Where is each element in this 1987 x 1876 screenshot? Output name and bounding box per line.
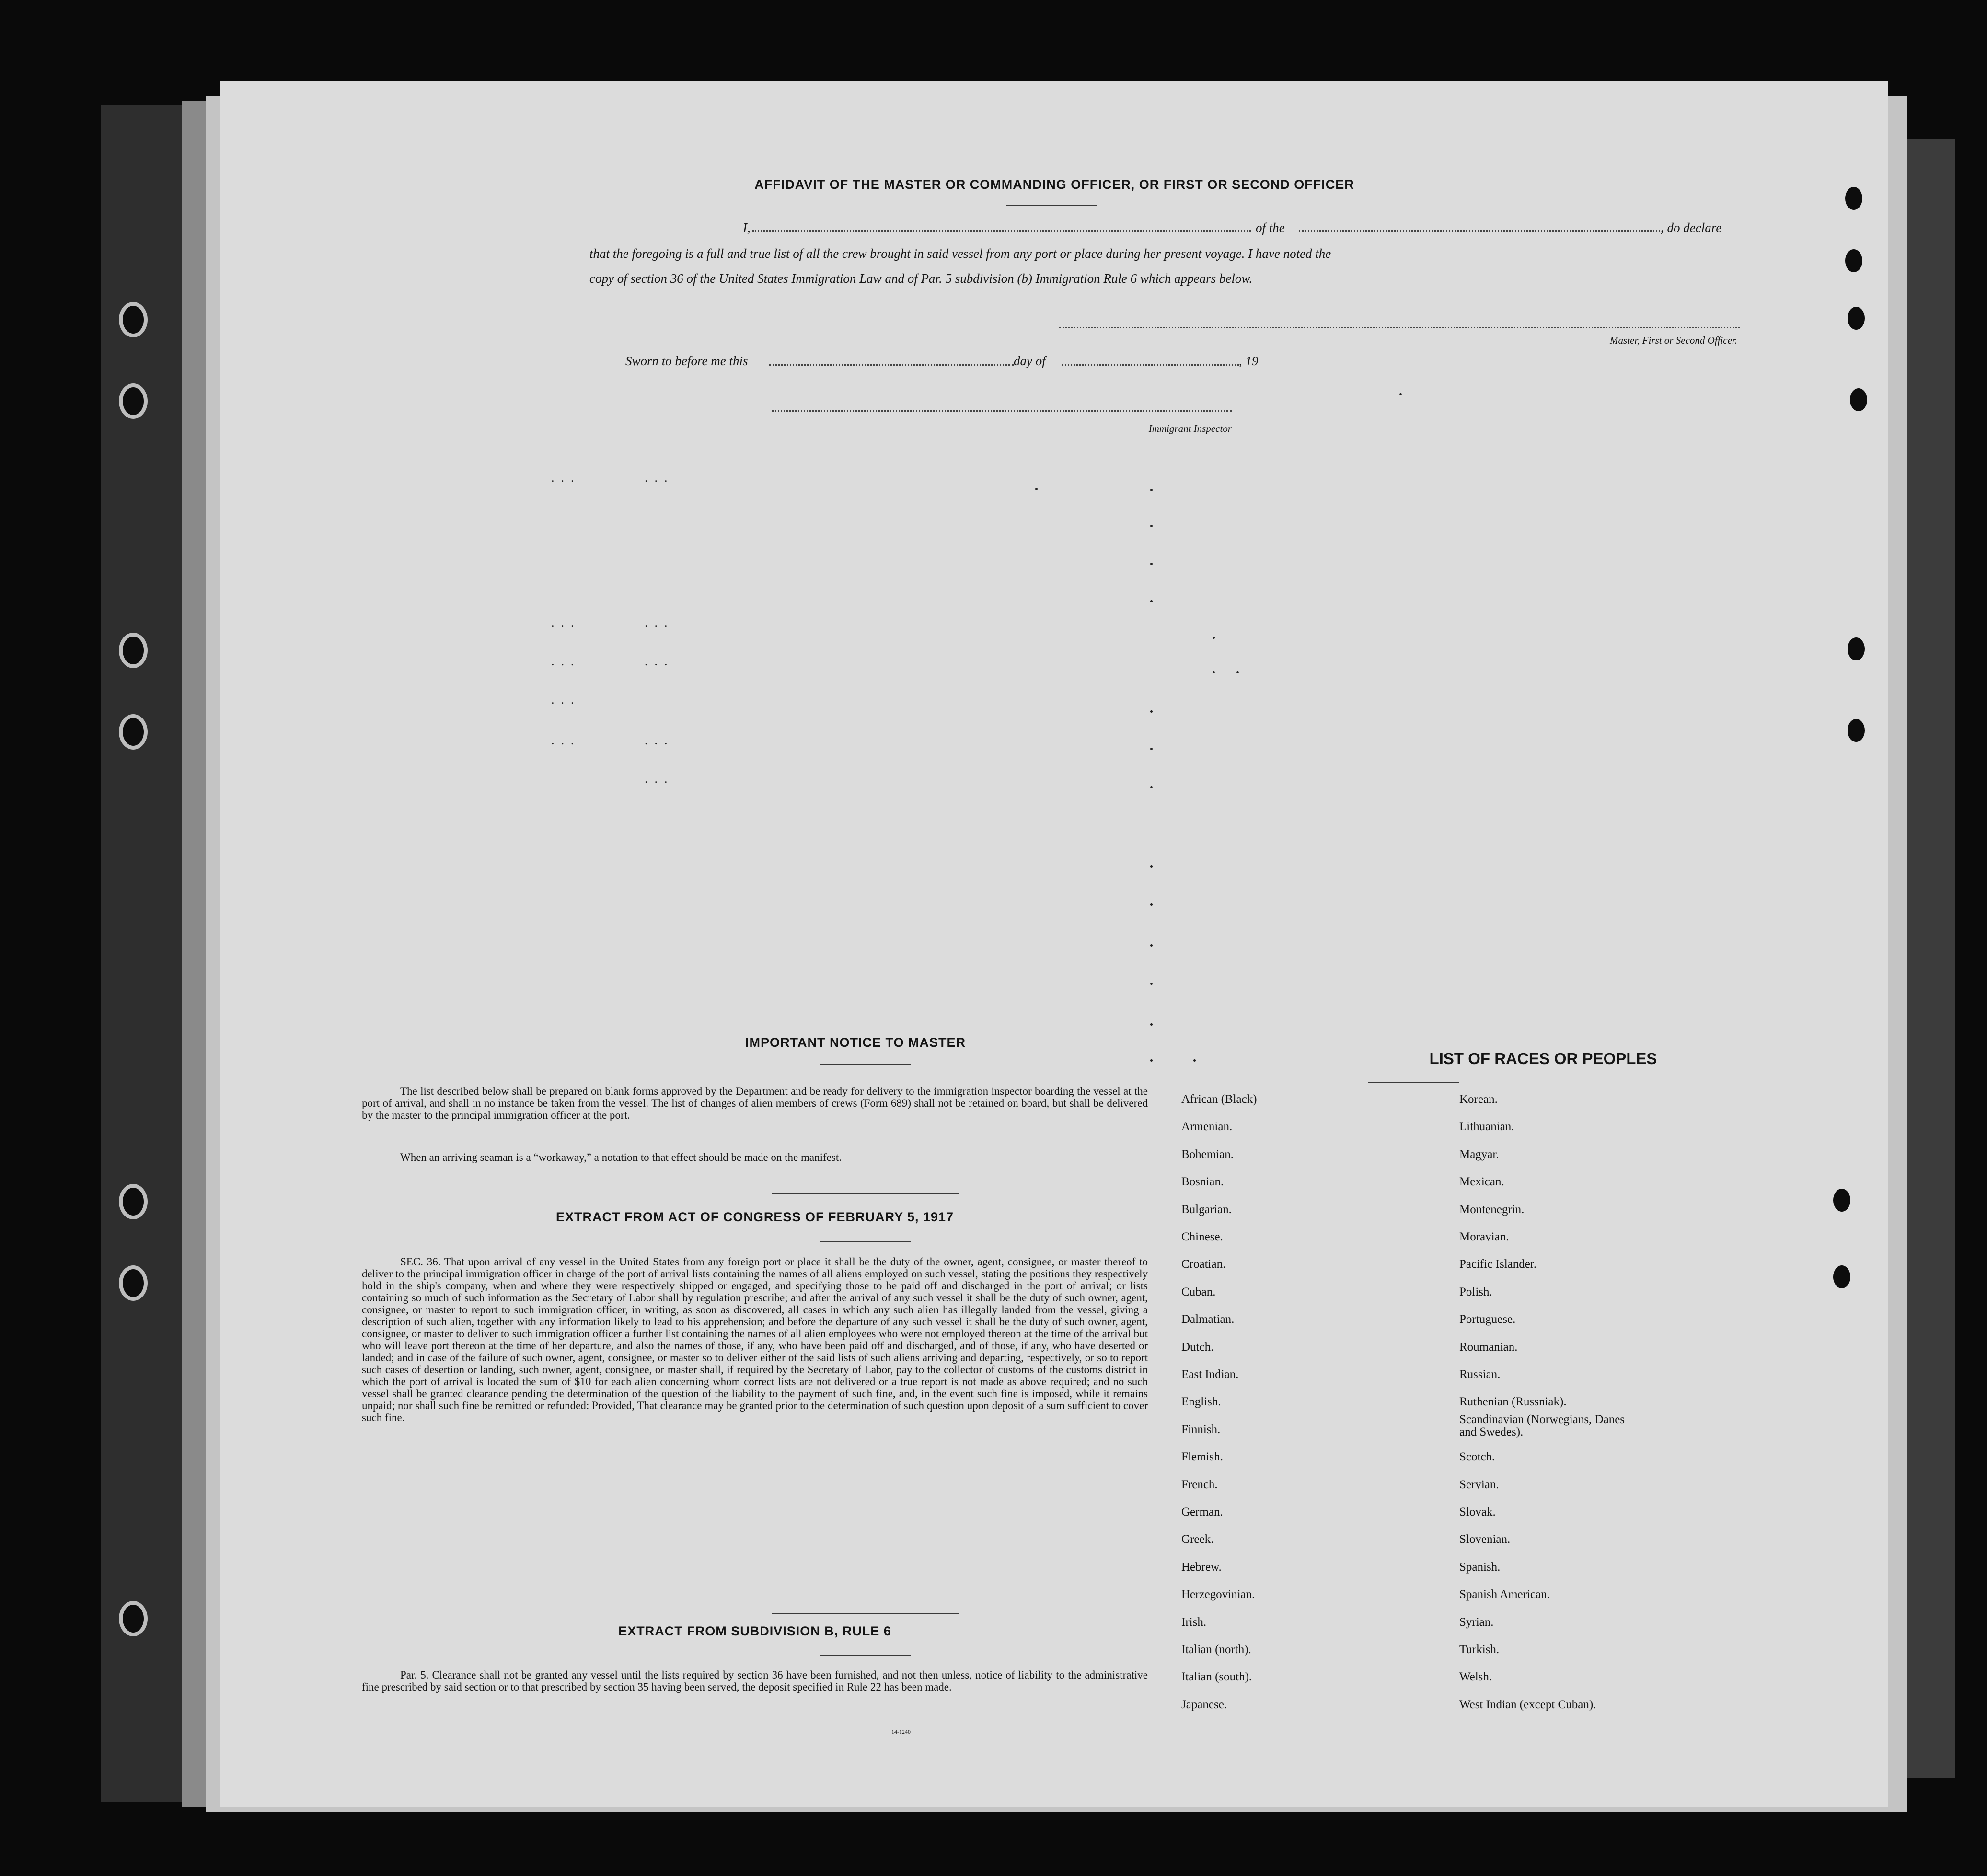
race-item: Turkish. [1459,1643,1500,1656]
race-item: Dalmatian. [1181,1313,1235,1326]
extract-act-title: EXTRACT FROM ACT OF CONGRESS OF FEBRUARY 5, 1917 [555,1210,954,1224]
race-item: Portuguese. [1459,1313,1516,1326]
race-item: Bosnian. [1181,1175,1224,1189]
bleed-dots: ... [551,733,581,747]
race-item: Russian. [1459,1368,1501,1381]
race-item: Polish. [1459,1285,1492,1298]
race-item: English. [1181,1395,1221,1409]
binder-hole [119,1601,148,1636]
officer-name-field[interactable] [752,230,1251,232]
race-item: East Indian. [1181,1368,1239,1381]
race-item: Slovenian. [1459,1533,1511,1546]
race-item: Dutch. [1181,1340,1214,1354]
divider [772,1193,959,1194]
race-item: Scandinavian (Norwegians, Danes and Swedes). [1459,1413,1625,1438]
bleed-dot [1150,563,1153,565]
bleed-dot [1150,865,1153,868]
binder-hole [119,1184,148,1219]
race-item: Finnish. [1181,1423,1221,1436]
affidavit-title: AFFIDAVIT OF THE MASTER OR COMMANDING OFFICER, OR FIRST OR SECOND OFFICER [754,177,1354,192]
bleed-dot [1150,710,1153,713]
race-item: African (Black) [1181,1093,1257,1106]
notice-paragraph-2: When an arriving seaman is a “workaway,” a notation to that effect should be made on the manifest. [400,1151,842,1163]
race-item: Spanish American. [1459,1588,1550,1601]
race-item: Chinese. [1181,1230,1223,1243]
punch-hole [1848,307,1865,330]
bleed-dot [1150,525,1153,527]
bleed-dot [1213,671,1215,673]
bleed-dot [1150,903,1153,906]
bleed-dots: ... [645,772,674,786]
bleed-dots: ... [551,471,581,485]
race-item: Scotch. [1459,1450,1495,1464]
bleed-dot [1193,1059,1196,1062]
sworn-label: Sworn to before me this [625,354,748,368]
bleed-dots: ... [645,616,674,630]
bleed-dot [1150,983,1153,985]
divider [820,1064,911,1065]
binder-hole [119,383,148,419]
master-signature-field[interactable] [1059,327,1740,328]
manifest-page [220,81,1888,1807]
punch-hole [1848,637,1865,660]
race-item: West Indian (except Cuban). [1459,1698,1596,1711]
race-item: French. [1181,1478,1218,1491]
form-number: 14-1240 [891,1728,911,1735]
race-item: Mexican. [1459,1175,1504,1189]
race-item: Italian (south). [1181,1670,1252,1684]
race-item: Italian (north). [1181,1643,1251,1656]
race-item: Slovak. [1459,1505,1496,1518]
race-item: Lithuanian. [1459,1120,1514,1134]
race-item: Hebrew. [1181,1560,1222,1574]
extract-rule-title: EXTRACT FROM SUBDIVISION B, RULE 6 [618,1624,891,1638]
punch-hole [1833,1265,1850,1288]
bleed-dots: ... [645,654,674,668]
race-item: Flemish. [1181,1450,1223,1464]
binder-hole [119,1265,148,1301]
bleed-dot [1399,393,1402,395]
divider [820,1241,911,1242]
punch-hole [1845,249,1862,272]
binder-hole [119,302,148,337]
race-item: Magyar. [1459,1147,1499,1161]
bleed-dot [1150,944,1153,947]
race-item: Servian. [1459,1478,1499,1491]
bleed-dot [1236,671,1239,673]
divider [772,1613,959,1614]
bleed-dot [1150,786,1153,788]
inspector-signature-field[interactable] [772,410,1232,412]
binder-hole [119,714,148,750]
race-item: Bulgarian. [1181,1203,1232,1216]
binder-hole [119,633,148,668]
bleed-dot [1213,637,1215,639]
race-item: Japanese. [1181,1698,1227,1711]
year-prefix: , 19 [1239,354,1259,368]
race-item: Pacific Islander. [1459,1258,1537,1271]
affidavit-line-3: copy of section 36 of the United States Immigration Law and of Par. 5 subdivision (b) Immigration Rule 6 which appears below. [589,271,1253,286]
bleed-dots: ... [645,471,674,485]
race-item: Welsh. [1459,1670,1492,1684]
punch-hole [1848,719,1865,742]
bleed-dot [1150,1023,1153,1026]
bleed-dots: ... [551,693,581,706]
affidavit-do-declare: , do declare [1661,220,1722,235]
sworn-month-field[interactable] [1062,364,1239,366]
extract-rule-text: Par. 5. Clearance shall not be granted any vessel until the lists required by section 36 have been furnished, and not then unless, notice of liability to the administrative fine prescribed by said section or to that prescribed by section 35 having been served, the deposit specified in Rule 22 has been made. [362,1669,1148,1693]
race-item: Bohemian. [1181,1147,1234,1161]
inspector-caption: Immigrant Inspector [1148,423,1232,434]
bleed-dot [1035,488,1038,490]
races-title: LIST OF RACES OR PEOPLES [1429,1050,1657,1067]
race-item: Croatian. [1181,1258,1226,1271]
race-item: Roumanian. [1459,1340,1518,1354]
bleed-dots: ... [551,654,581,668]
race-item: Cuban. [1181,1285,1216,1298]
bleed-dots: ... [551,616,581,630]
race-item: Spanish. [1459,1560,1501,1574]
bleed-dot [1150,1059,1153,1062]
punch-hole [1850,388,1867,411]
bleed-dot [1150,748,1153,750]
race-item: Montenegrin. [1459,1203,1525,1216]
race-item: Syrian. [1459,1615,1494,1629]
race-item: Ruthenian (Russniak). [1459,1395,1567,1409]
bleed-dots: ... [645,733,674,747]
race-item: Greek. [1181,1533,1214,1546]
bleed-dot [1150,600,1153,602]
affidavit-of-the-label: of the [1256,220,1285,235]
punch-hole [1833,1189,1850,1212]
race-item: German. [1181,1505,1223,1518]
sworn-day-field[interactable] [769,364,1014,366]
divider [1006,205,1097,206]
affidavit-line-2: that the foregoing is a full and true list of all the crew brought in said vessel from any port or place during her present voyage. I have noted the [589,246,1331,261]
bleed-dot [1150,489,1153,491]
affidavit-i-label: I, [743,220,751,235]
divider [1368,1082,1459,1083]
day-of-label: day of [1014,354,1046,368]
vessel-name-field[interactable] [1299,230,1663,232]
race-item: Korean. [1459,1093,1498,1106]
notice-paragraph-1: The list described below shall be prepared on blank forms approved by the Department and be ready for delivery to the immigration inspector boarding the vessel at the port of arrival, and shall in no instance be taken from the vessel. The list of changes of alien members of crews (Form 689) shall not be retained on board, but shall be delivered by the master to the principal immigration officer at the port. [362,1085,1148,1121]
race-item: Irish. [1181,1615,1207,1629]
race-item: Moravian. [1459,1230,1509,1243]
master-signature-caption: Master, First or Second Officer. [1610,335,1737,346]
race-item: Herzegovinian. [1181,1588,1255,1601]
race-item: Armenian. [1181,1120,1233,1134]
divider [820,1655,911,1656]
extract-act-text: SEC. 36. That upon arrival of any vessel in the United States from any foreign port or place it shall be the duty of the owner, agent, consignee, or master thereof to deliver to the principal immigration officer in charge of the port of arrival lists containing the names of all aliens employed on such vessel, stating the positions they respectively hold in the ship's company, when and where they were respectively shipped or engaged, and specifying those to be paid off and discharged in the port of arrival; or lists containing so much of such information as the Secretary of Labor shall by regulation prescribe; and after the arrival of any such vessel it shall be the duty of such owner, agent, consignee, or master to report to such immigration officer, in writing, as soon as discovered, all cases in which any such alien has illegally landed from the vessel, giving a description of such alien, together with any information likely to lead to his apprehension; and before the departure of any such vessel it shall be the duty of such owner, agent, consignee, or master to deliver to such immigration officer a further list containing the names of all alien employees who were not employed thereon at the time of the arrival but who will leave port thereon at the time of her departure, and also the names of those, if any, who have been paid off and discharged, and of those, if any, who have deserted or landed; and in case of the failure of such owner, agent, consignee, or master so to deliver either of the said lists of such aliens arriving and departing, respectively, or so to report such cases of desertion or landing, such owner, agent, consignee, or master shall, if required by the Secretary of Labor, pay to the collector of customs of the customs district in which the port of arrival is located the sum of $10 for each alien concerning whom correct lists are not delivered or a true report is not made as above required; and no such vessel shall be granted clearance pending the determination of the question of the liability to the payment of such fine, and, in the event such fine is imposed, while it remains unpaid; nor shall such fine be remitted or refunded: Provided, That clearance may be granted prior to the determination of such question upon deposit of a sum sufficient to cover such fine. [362,1256,1148,1424]
notice-title: IMPORTANT NOTICE TO MASTER [745,1035,966,1050]
